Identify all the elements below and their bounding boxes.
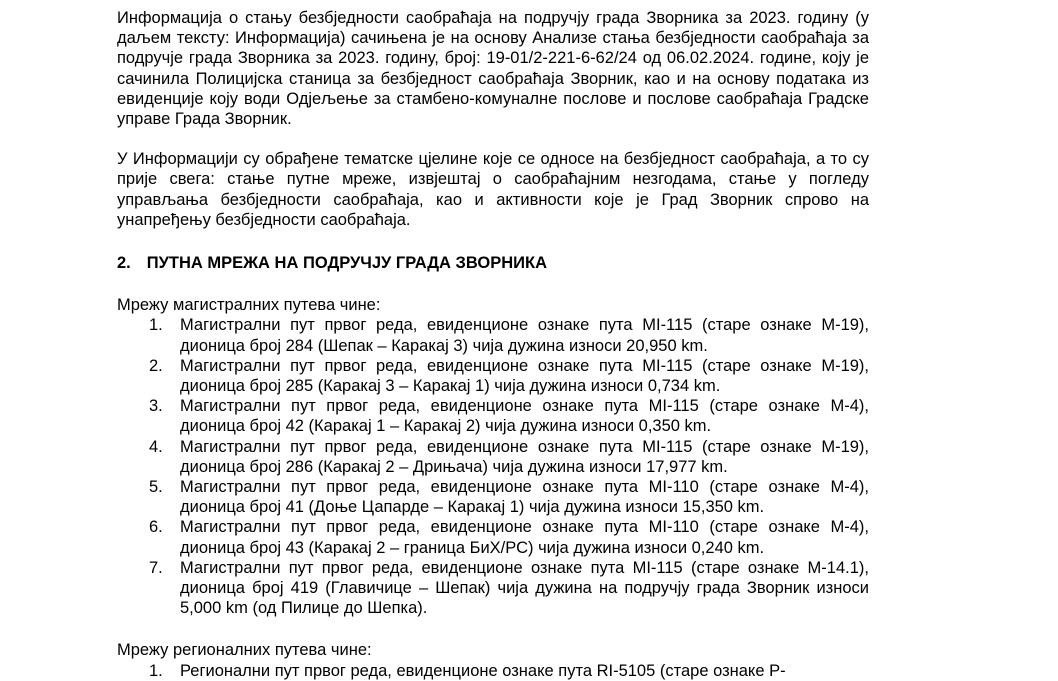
regional-list [117,661,869,681]
section-number: 2. [117,254,131,273]
list-item [117,477,869,517]
list-item-text: Магистрални пут првог реда, евиденционе ознаке пута MI-115 (старе ознаке М-19), дионица број 284 (Шепак – Каракај 3) чија дужина износи 20,950 km. [180,316,869,355]
list-item-text: Регионални пут првог реда, евиденционе ознаке пута RI-5105 (старе ознаке Р- [180,661,786,680]
list-item-text: Магистрални пут првог реда, евиденционе ознаке пута MI-110 (старе ознаке М-4), дионица број 43 (Каракај 2 – граница БиХ/РС) чија дужина износи 0,240 km. [180,518,869,557]
list-item-number: 5. [149,478,163,497]
list-item-number: 2. [149,356,163,375]
section-heading [117,253,869,273]
list-item-text: Магистрални пут првог реда, евиденционе ознаке пута MI-115 (старе ознаке М-4), дионица број 42 (Каракај 1 – Каракај 2) чија дужина износи 0,350 km. [180,397,869,436]
list-item-number: 4. [149,437,163,456]
list-item-number: 3. [149,397,163,416]
list-item-number: 1. [149,661,163,680]
intro-paragraph: Информација о стању безбједности саобраћаја на подручју града Зворника за 2023. годину (у даљем тексту: Информација) сачињена је на основу Анализе стања безбједности саобраћаја за подручје града Зворника за 2023. годину, број: 19-01/2-221-6-62/24 од 06.02.2024. године, коју је сачинила Полицијска станица за безбједност саобраћаја Зворник, као и на основу података из евиденције коју води Одјељење за стамбено-комуналне послове и послове саобраћаја Градске управе Града Зворник. [117,9,869,129]
list-item [117,356,869,396]
section-title: ПУТНА МРЕЖА НА ПОДРУЧЈУ ГРАДА ЗВОРНИКА [146,254,548,273]
list-item-text: Магистрални пут првог реда, евиденционе ознаке пута MI-115 (старе ознаке М-19), дионица број 286 (Каракај 2 – Дрињача) чија дужина износи 17,977 km. [180,437,869,476]
document-page [117,0,869,681]
list-item [117,558,869,619]
list-item-number: 1. [149,316,163,335]
list-item-number: 6. [149,518,163,537]
list-item [117,661,869,681]
regional-intro: Мрежу регионалних путева чине: [117,641,372,660]
magistral-intro: Мрежу магистралних путева чине: [117,296,381,315]
list-item [117,437,869,477]
list-item-text: Магистрални пут првог реда, евиденционе ознаке пута MI-115 (старе ознаке М-14.1), дионица број 419 (Главичице – Шепак) чија дужина на подручју града Зворник износи 5,000 km (од Пилице до Шепка). [180,558,869,618]
list-item-text: Магистрални пут првог реда, евиденционе ознаке пута MI-110 (старе ознаке М-4), дионица број 41 (Доње Цапарде – Каракај 1) чија дужина износи 15,350 km. [180,478,869,517]
list-item [117,315,869,355]
list-item [117,517,869,557]
second-paragraph: У Информацији су обрађене тематске цјелине које се односе на безбједност саобраћаја, а то су прије свега: стање путне мреже, извјештај о саобраћајним незгодама, стање у погледу управљања безбједности саобраћаја, као и активности које је Град Зворник спрово на унапређењу безбједности саобраћаја. [117,150,869,229]
magistral-list [117,315,869,618]
list-item-number: 7. [149,558,163,577]
list-item-text: Магистрални пут првог реда, евиденционе ознаке пута MI-115 (старе ознаке М-19), дионица број 285 (Каракај 3 – Каракај 1) чија дужина износи 0,734 km. [180,356,869,396]
list-item [117,396,869,436]
